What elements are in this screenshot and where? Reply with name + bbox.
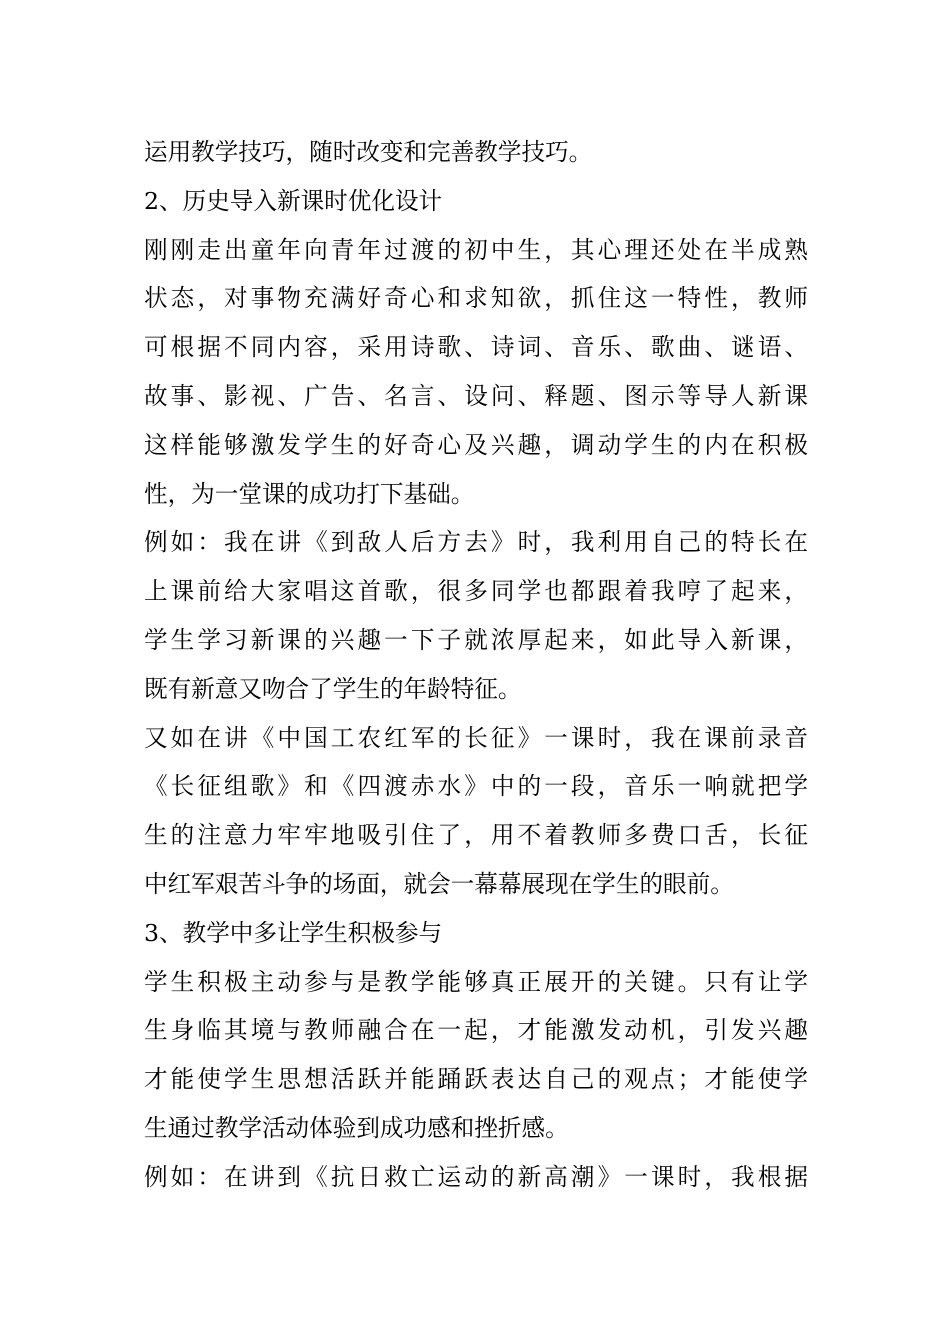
text-line: 这样能够激发学生的好奇心及兴趣，调动学生的内在积极	[144, 430, 808, 459]
text-line: 生的注意力牢牢地吸引住了，用不着教师多费口舌，长征	[144, 821, 808, 850]
text-line: 可根据不同内容，采用诗歌、诗词、音乐、歌曲、谜语、	[144, 333, 808, 362]
text-line: 上课前给大家唱这首歌，很多同学也都跟着我哼了起来，	[144, 577, 808, 606]
document-body	[144, 128, 808, 1202]
text-line: 运用教学技巧，随时改变和完善教学技巧。	[144, 138, 593, 166]
text-line: 学生积极主动参与是教学能够真正展开的关键。只有让学	[144, 967, 808, 996]
text-line: 刚刚走出童年向青年过渡的初中生，其心理还处在半成熟	[144, 235, 808, 264]
text-line: 既有新意又吻合了学生的年龄特征。	[144, 674, 522, 703]
text-line: 《长征组歌》和《四渡赤水》中的一段，音乐一响就把学	[144, 772, 808, 801]
text-line: 故事、影视、广告、名言、设问、释题、图示等导人新课	[144, 381, 808, 410]
text-line: 例如：我在讲《到敌人后方去》时，我利用自己的特长在	[144, 528, 808, 557]
text-line: 生通过教学活动体验到成功感和挫折感。	[144, 1113, 569, 1142]
text-line: 中红军艰苦斗争的场面，就会一幕幕展现在学生的眼前。	[144, 869, 734, 898]
text-line: 才能使学生思想活跃并能踊跃表达自己的观点；才能使学	[144, 1065, 808, 1094]
text-line: 生身临其境与教师融合在一起，才能激发动机，引发兴趣	[144, 1016, 808, 1045]
text-line: 学生学习新课的兴趣一下子就浓厚起来，如此导入新课，	[144, 625, 808, 654]
text-line: 又如在讲《中国工农红军的长征》一课时，我在课前录音	[144, 723, 808, 752]
text-line: 3、教学中多让学生积极参与	[144, 918, 443, 947]
text-line: 性，为一堂课的成功打下基础。	[144, 479, 475, 508]
text-line: 状态，对事物充满好奇心和求知欲，抓住这一特性，教师	[144, 284, 808, 313]
text-line: 例如：在讲到《抗日救亡运动的新高潮》一课时，我根据	[144, 1162, 808, 1191]
text-line: 2、历史导入新课时优化设计	[144, 186, 443, 215]
